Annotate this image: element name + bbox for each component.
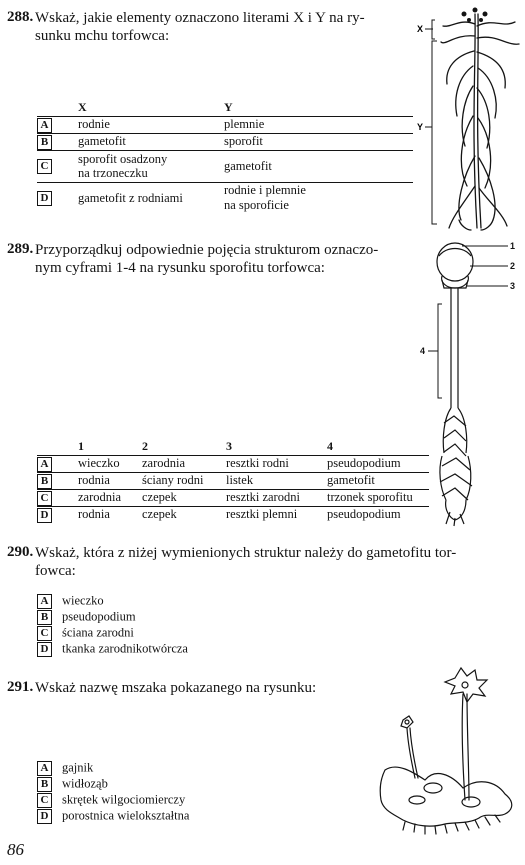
cell: resztki plemni — [226, 507, 298, 521]
answer-row[interactable] — [37, 150, 413, 182]
answer-option[interactable]: C ściana zarodni — [37, 625, 134, 641]
sporophyte-illustration — [420, 238, 520, 528]
answer-letter-d[interactable]: D — [37, 642, 52, 657]
answer-option[interactable]: A wieczko — [37, 593, 104, 609]
answer-row[interactable] — [37, 133, 413, 150]
answer-letter-c[interactable]: C — [37, 626, 52, 641]
cell: rodnia — [78, 473, 110, 487]
cell: zarodnia — [78, 490, 122, 504]
sphagnum-illustration — [415, 6, 525, 241]
answer-letter-b[interactable]: B — [37, 474, 52, 489]
column-header-3: 3 — [226, 438, 232, 453]
label-4: 4 — [420, 346, 426, 356]
cell: pseudopodium — [327, 456, 401, 470]
answer-row[interactable] — [37, 472, 429, 489]
cell: trzonek sporofitu — [327, 490, 413, 504]
answer-letter-a[interactable]: A — [37, 457, 52, 472]
answer-letter-d[interactable]: D — [37, 191, 52, 206]
question-text: fowca: — [35, 563, 76, 579]
label-1: 1 — [510, 241, 516, 251]
cell-y: sporofit — [224, 134, 263, 148]
answer-letter-b[interactable]: B — [37, 610, 52, 625]
answer-letter-c[interactable]: C — [37, 491, 52, 506]
answer-option[interactable]: D tkanka zarodnikotwórcza — [37, 641, 188, 657]
label-y: Y — [417, 122, 424, 132]
answer-letter-a[interactable]: A — [37, 761, 52, 776]
cell-y: plemnie — [224, 117, 265, 131]
question-text: Przyporządkuj odpowiednie pojęcia strukturom oznaczo- — [35, 242, 379, 258]
question-number: 291. — [7, 679, 34, 695]
answer-row[interactable] — [37, 182, 413, 214]
answer-option[interactable]: C skrętek wilgociomierczy — [37, 792, 185, 808]
answer-letter-c[interactable]: C — [37, 793, 52, 808]
question-text: nym cyframi 1-4 na rysunku sporofitu torfowca: — [35, 260, 325, 276]
answer-letter-c[interactable]: C — [37, 159, 52, 174]
answer-letter-d[interactable]: D — [37, 809, 52, 824]
question-number: 288. — [7, 9, 34, 25]
cell: pseudopodium — [327, 507, 401, 521]
column-header-1: 1 — [78, 438, 84, 453]
label-3: 3 — [510, 281, 516, 291]
cell-y: na sporoficie — [224, 198, 289, 213]
cell: ściany rodni — [142, 473, 204, 487]
cell-x: na trzoneczku — [78, 166, 148, 180]
cell: rodnia — [78, 507, 110, 521]
cell-y: gametofit — [224, 158, 272, 173]
answer-row[interactable] — [37, 506, 429, 523]
answer-row[interactable] — [37, 455, 429, 472]
answer-table — [37, 438, 429, 523]
answer-table — [37, 99, 413, 214]
cell: listek — [226, 473, 254, 487]
cell-x: rodnie — [78, 117, 110, 131]
answer-letter-b[interactable]: B — [37, 135, 52, 150]
question-number: 289. — [7, 241, 34, 257]
cell: zarodnia — [142, 456, 186, 470]
answer-letter-a[interactable]: A — [37, 118, 52, 133]
column-header-4: 4 — [327, 438, 333, 453]
answer-option[interactable]: B widłoząb — [37, 776, 108, 792]
label-x: X — [417, 24, 424, 34]
answer-row[interactable] — [37, 489, 429, 506]
cell: czepek — [142, 490, 177, 504]
question-text: sunku mchu torfowca: — [35, 28, 170, 44]
answer-option[interactable]: A gajnik — [37, 760, 93, 776]
cell-y: rodnie i plemnie — [224, 183, 306, 198]
question-number: 290. — [7, 544, 34, 560]
cell-x: gametofit z rodniami — [78, 190, 183, 205]
question-text: Wskaż, która z niżej wymienionych struktur należy do gametofitu tor- — [35, 545, 457, 561]
page-number: 86 — [7, 840, 24, 859]
answer-letter-d[interactable]: D — [37, 508, 52, 523]
label-2: 2 — [510, 261, 516, 271]
answer-option[interactable]: D porostnica wielokształtna — [37, 808, 189, 824]
column-header-y: Y — [224, 99, 233, 114]
question-text: Wskaż, jakie elementy oznaczono literami X i Y na ry- — [35, 10, 365, 26]
column-header-x: X — [78, 99, 87, 114]
cell-x: sporofit osadzony — [78, 152, 168, 166]
liverwort-illustration — [375, 660, 520, 835]
cell: resztki rodni — [226, 456, 289, 470]
cell-x: gametofit — [78, 134, 126, 148]
cell: gametofit — [327, 473, 375, 487]
answer-option[interactable]: B pseudopodium — [37, 609, 136, 625]
question-text: Wskaż nazwę mszaka pokazanego na rysunku: — [35, 680, 317, 696]
cell: wieczko — [78, 456, 120, 470]
answer-letter-a[interactable]: A — [37, 594, 52, 609]
cell: resztki zarodni — [226, 490, 300, 504]
answer-letter-b[interactable]: B — [37, 777, 52, 792]
cell: czepek — [142, 507, 177, 521]
column-header-2: 2 — [142, 438, 148, 453]
answer-row[interactable] — [37, 116, 413, 133]
